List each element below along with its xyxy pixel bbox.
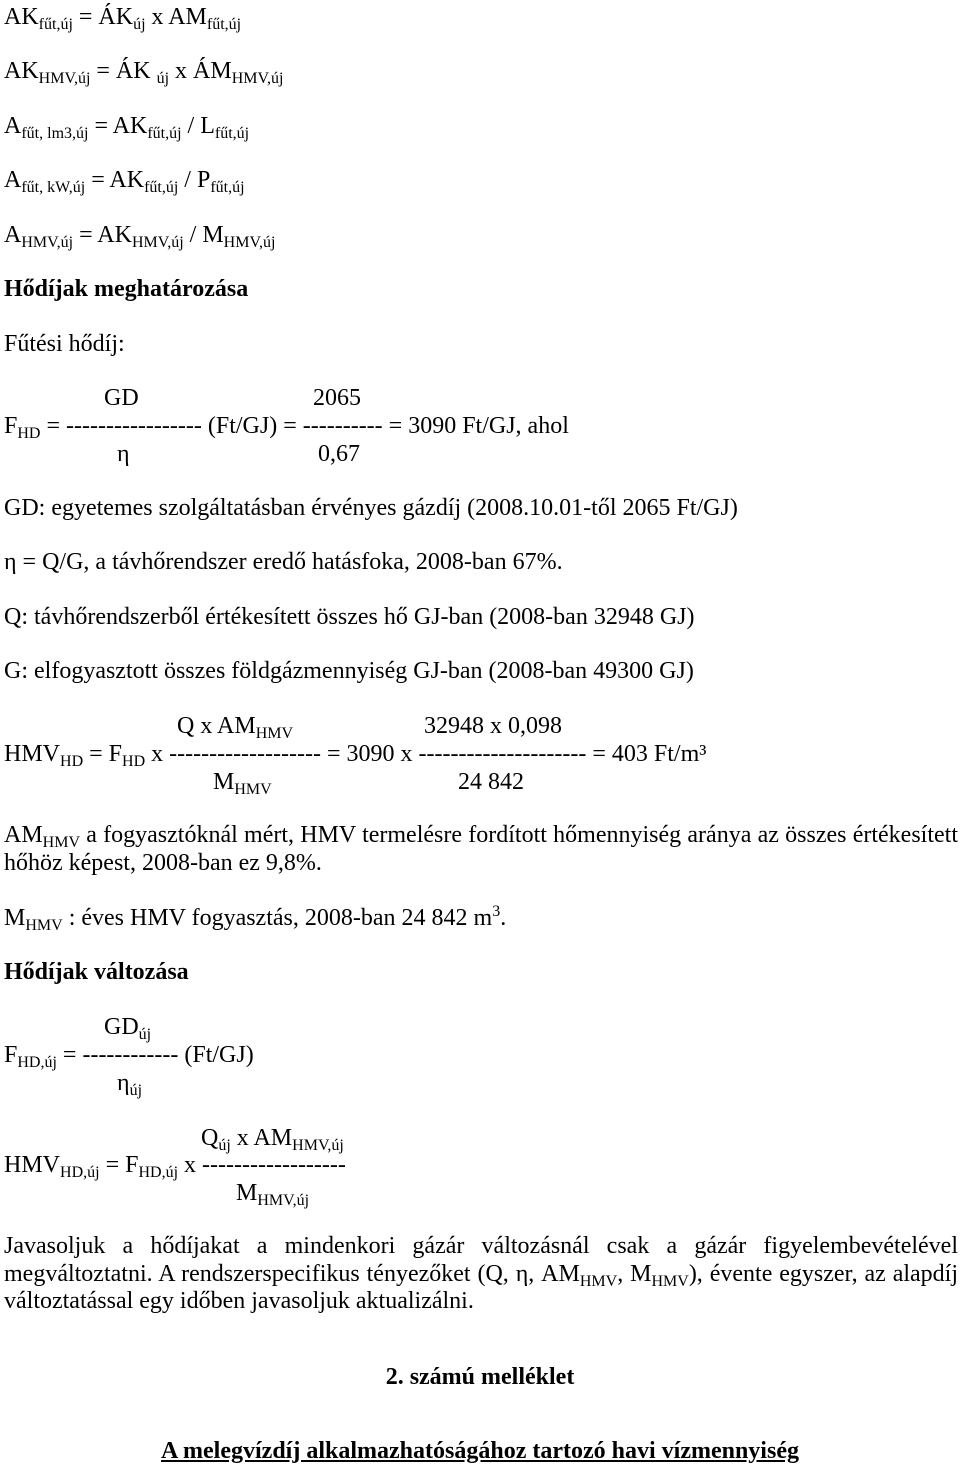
subscript: új bbox=[156, 70, 170, 87]
text-run: Q x AM bbox=[177, 713, 256, 739]
text-run: x ÁM bbox=[169, 58, 232, 84]
text-run: F bbox=[4, 413, 18, 439]
subscript: HD bbox=[17, 425, 41, 442]
text-run: ), évente egyszer, az alapdíj bbox=[688, 1260, 959, 1287]
section-heading-change: Hődíjak változása bbox=[4, 959, 189, 985]
subscript: fűt,új bbox=[210, 179, 245, 196]
subscript: új bbox=[138, 1026, 152, 1043]
am-hmv-paragraph bbox=[4, 822, 958, 877]
subscript: HMV,új bbox=[131, 234, 184, 251]
definition-q: Q: távhőrendszerből értékesített összes hő GJ-ban (2008-ban 32948 GJ) bbox=[4, 604, 695, 630]
text-run: x ------------------- = 3090 x --------------------- = 403 Ft/m³ bbox=[145, 741, 707, 767]
subscript: HMV bbox=[255, 725, 294, 742]
subscript: HMV,új bbox=[21, 234, 74, 251]
subscript: fűt, kW,új bbox=[21, 179, 86, 196]
fraction-numerator bbox=[201, 1124, 344, 1152]
text-run: a fogyasztóknál mért, HMV termelésre fordított hőmennyiség aránya az összes értékesített bbox=[80, 822, 958, 848]
text-run: hőhöz képest, 2008-ban ez 9,8%. bbox=[4, 849, 322, 876]
superscript: 3 bbox=[492, 903, 501, 920]
fraction-denominator bbox=[117, 440, 130, 468]
text-run: = F bbox=[99, 1152, 139, 1178]
definition-eta: η = Q/G, a távhőrendszer eredő hatásfoka, 2008-ban 67%. bbox=[4, 549, 563, 575]
subscript: HMV bbox=[234, 781, 272, 798]
text-run: A bbox=[4, 113, 22, 139]
fraction-denominator-value bbox=[458, 768, 524, 796]
text-run: HMV bbox=[4, 741, 61, 767]
fraction-numerator-value bbox=[424, 712, 562, 740]
subscript: HD bbox=[60, 753, 84, 770]
annex-subtitle bbox=[0, 1437, 960, 1465]
text-run: 24 842 bbox=[458, 769, 524, 795]
text-run: , M bbox=[617, 1260, 652, 1287]
paragraph-line bbox=[4, 1261, 958, 1289]
text-run: = F bbox=[83, 741, 123, 767]
fraction-main-line bbox=[4, 1151, 346, 1179]
subscript: fűt,új bbox=[214, 125, 250, 142]
subscript: HMV bbox=[25, 917, 63, 934]
text-run: x AM bbox=[230, 1125, 293, 1151]
fraction-main-line bbox=[4, 1041, 254, 1069]
subscript: HMV,új bbox=[223, 234, 276, 251]
text-run: / P bbox=[178, 167, 211, 193]
text-run: = AK bbox=[88, 113, 148, 139]
subscript: HD bbox=[122, 753, 146, 770]
recommendation-paragraph bbox=[4, 1233, 958, 1316]
text-run: = ----------------- (Ft/GJ) = ---------- = 3090 Ft/GJ, ahol bbox=[40, 413, 569, 439]
text-run: = AK bbox=[85, 167, 145, 193]
text-run: = AK bbox=[73, 222, 132, 248]
text-run: GD bbox=[104, 1014, 139, 1040]
paragraph-line bbox=[4, 822, 958, 850]
annex-title: 2. számú melléklet bbox=[385, 1364, 575, 1390]
subscript: HMV bbox=[42, 834, 81, 851]
formula-a-fut-kw bbox=[4, 166, 245, 194]
text-run: x ------------------ bbox=[178, 1152, 346, 1178]
text-run: megváltoztatni. A rendszerspecifikus tényezőket (Q, η, AM bbox=[4, 1260, 580, 1287]
text-run: 0,67 bbox=[318, 441, 360, 467]
formula-a-hmv bbox=[4, 221, 275, 249]
fraction-main-line bbox=[4, 412, 569, 440]
text-run: A bbox=[4, 222, 22, 248]
subscript: HMV bbox=[579, 1272, 618, 1290]
text-run: A bbox=[4, 167, 22, 193]
text-run: η bbox=[117, 1070, 130, 1096]
fraction-denominator-value bbox=[318, 440, 360, 468]
subscript: fűt,új bbox=[38, 16, 73, 33]
paragraph-line bbox=[4, 1233, 958, 1261]
text-run: . bbox=[500, 905, 507, 931]
subscript: HD,új bbox=[60, 1164, 100, 1181]
formula-ak-hmv bbox=[4, 57, 283, 85]
text-run: = ------------ (Ft/GJ) bbox=[56, 1042, 254, 1068]
text-run: = ÁK bbox=[72, 4, 134, 30]
fraction-numerator bbox=[177, 712, 293, 740]
formula-ak-fut bbox=[4, 3, 241, 31]
paragraph-line bbox=[4, 850, 958, 878]
text-run: M bbox=[213, 769, 235, 795]
section-heading-fee: Hődíjak meghatározása bbox=[4, 276, 249, 302]
subscript: HD,új bbox=[138, 1164, 179, 1181]
subscript: új bbox=[133, 16, 146, 33]
annex-subtitle-text: A melegvízdíj alkalmazhatóságához tartozó havi vízmennyiség bbox=[161, 1438, 799, 1464]
definition-m-hmv bbox=[4, 904, 506, 932]
fraction-numerator bbox=[104, 1013, 151, 1041]
text-run: = ÁK bbox=[90, 58, 157, 84]
subscript: HMV,új bbox=[38, 70, 91, 87]
text-run: η bbox=[117, 441, 130, 467]
text-run: GD bbox=[104, 385, 139, 411]
subscript: fűt,új bbox=[206, 16, 242, 33]
text-run: 2065 bbox=[313, 385, 361, 411]
fraction-denominator bbox=[117, 1069, 142, 1097]
subscript: új bbox=[129, 1082, 143, 1099]
text-run: változtatással egy időben javasoljuk aktualizálni. bbox=[4, 1288, 474, 1314]
text-run: x AM bbox=[145, 4, 207, 30]
fraction-main-line bbox=[4, 740, 706, 768]
formula-a-fut-lm3 bbox=[4, 112, 249, 140]
text-run: / L bbox=[181, 113, 215, 139]
text-run: M bbox=[236, 1180, 258, 1206]
text-run: F bbox=[4, 1042, 18, 1068]
fraction-denominator bbox=[213, 768, 272, 796]
subscript: fűt, lm3,új bbox=[21, 125, 89, 142]
paragraph-line bbox=[4, 1288, 958, 1316]
text-run: AK bbox=[4, 58, 39, 84]
subscript: új bbox=[218, 1137, 231, 1154]
definition-g: G: elfogyasztott összes földgázmennyiség GJ-ban (2008-ban 49300 GJ) bbox=[4, 658, 694, 684]
subscript: HMV bbox=[651, 1272, 689, 1290]
text-run: Q bbox=[201, 1125, 219, 1151]
fraction-numerator bbox=[104, 384, 139, 412]
subscript: HMV,új bbox=[231, 70, 284, 87]
fraction-numerator-value bbox=[313, 384, 361, 412]
text-run: 32948 x 0,098 bbox=[424, 713, 562, 739]
fraction-denominator bbox=[236, 1179, 309, 1207]
text-run: AK bbox=[4, 4, 39, 30]
text-run: AM bbox=[4, 822, 43, 848]
subscript: fűt,új bbox=[147, 125, 182, 142]
text-run: HMV bbox=[4, 1152, 61, 1178]
definition-gd: GD: egyetemes szolgáltatásban érvényes gázdíj (2008.10.01-től 2065 Ft/GJ) bbox=[4, 495, 738, 521]
heating-fee-label: Fűtési hődíj: bbox=[4, 331, 125, 357]
subscript: HD,új bbox=[17, 1054, 57, 1071]
text-run: / M bbox=[183, 222, 224, 248]
text-run: Javasoljuk a hődíjakat a mindenkori gázár változásnál csak a gázár figyelembevételével bbox=[4, 1233, 958, 1259]
text-run: : éves HMV fogyasztás, 2008-ban 24 842 m bbox=[62, 905, 493, 931]
subscript: fűt,új bbox=[144, 179, 179, 196]
subscript: HMV,új bbox=[257, 1192, 310, 1209]
text-run: M bbox=[4, 905, 26, 931]
subscript: HMV,új bbox=[292, 1137, 344, 1154]
